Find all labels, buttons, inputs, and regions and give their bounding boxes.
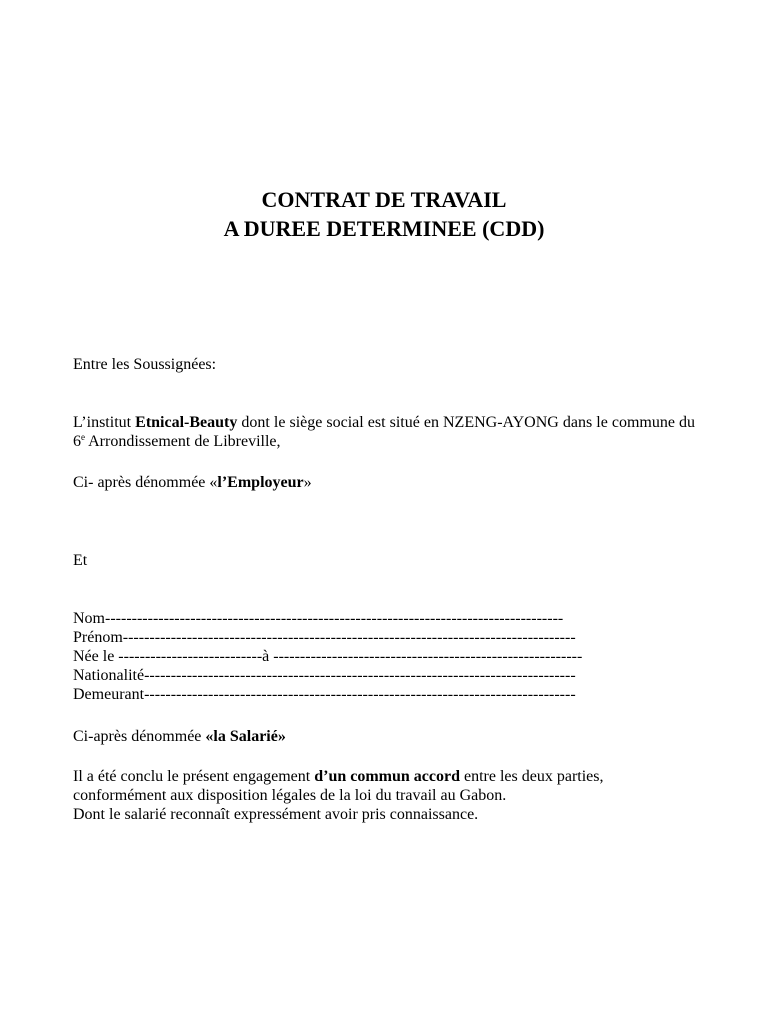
field-nationalite: Nationalité---------------------------------------------------------------------------------	[73, 667, 576, 684]
field-naissance: Née le ---------------------------à ----------------------------------------------------------	[73, 648, 583, 665]
employer-designation-suffix: »	[303, 474, 312, 491]
identity-fields	[73, 609, 695, 704]
employer-middle: dont le siège social est situé en NZENG-AYONG dans le commune du 6	[73, 414, 696, 450]
title-line-2: A DUREE DETERMINEE (CDD)	[223, 216, 545, 241]
employer-designation-prefix: Ci- après dénommée «	[73, 474, 218, 491]
employer-term: l’Employeur	[217, 474, 304, 491]
field-prenom: Prénom-------------------------------------------------------------------------------------	[73, 629, 576, 646]
intro-text: Entre les Soussignées:	[73, 356, 217, 373]
employer-superscript: e	[81, 432, 85, 442]
agreement-line1-suffix: entre les deux parties,	[460, 768, 604, 785]
agreement-prefix: Il a été conclu le présent engagement	[73, 768, 315, 785]
employer-paragraph	[73, 413, 695, 451]
employer-name: Etnical-Beauty	[135, 414, 238, 431]
field-demeurant: Demeurant---------------------------------------------------------------------------------	[73, 686, 576, 703]
agreement-bold: d’un commun accord	[314, 768, 460, 785]
employer-prefix: L’institut	[73, 414, 136, 431]
employer-suffix: Arrondissement de Libreville,	[85, 433, 281, 450]
agreement-line-2: conformément aux disposition légales de la loi du travail au Gabon.	[73, 787, 507, 804]
employee-designation	[73, 727, 695, 746]
agreement-paragraph	[73, 767, 695, 824]
agreement-line-3: Dont le salarié reconnaît expressément avoir pris connaissance.	[73, 806, 479, 823]
and-text: Et	[73, 552, 88, 569]
title-line-1: CONTRAT DE TRAVAIL	[261, 187, 507, 212]
agreement-line-1	[73, 767, 695, 786]
employee-term: «la Salarié»	[205, 728, 286, 745]
employer-designation	[73, 473, 695, 492]
field-nom: Nom--------------------------------------------------------------------------------------	[73, 610, 564, 627]
employee-designation-prefix: Ci-après dénommée	[73, 728, 206, 745]
